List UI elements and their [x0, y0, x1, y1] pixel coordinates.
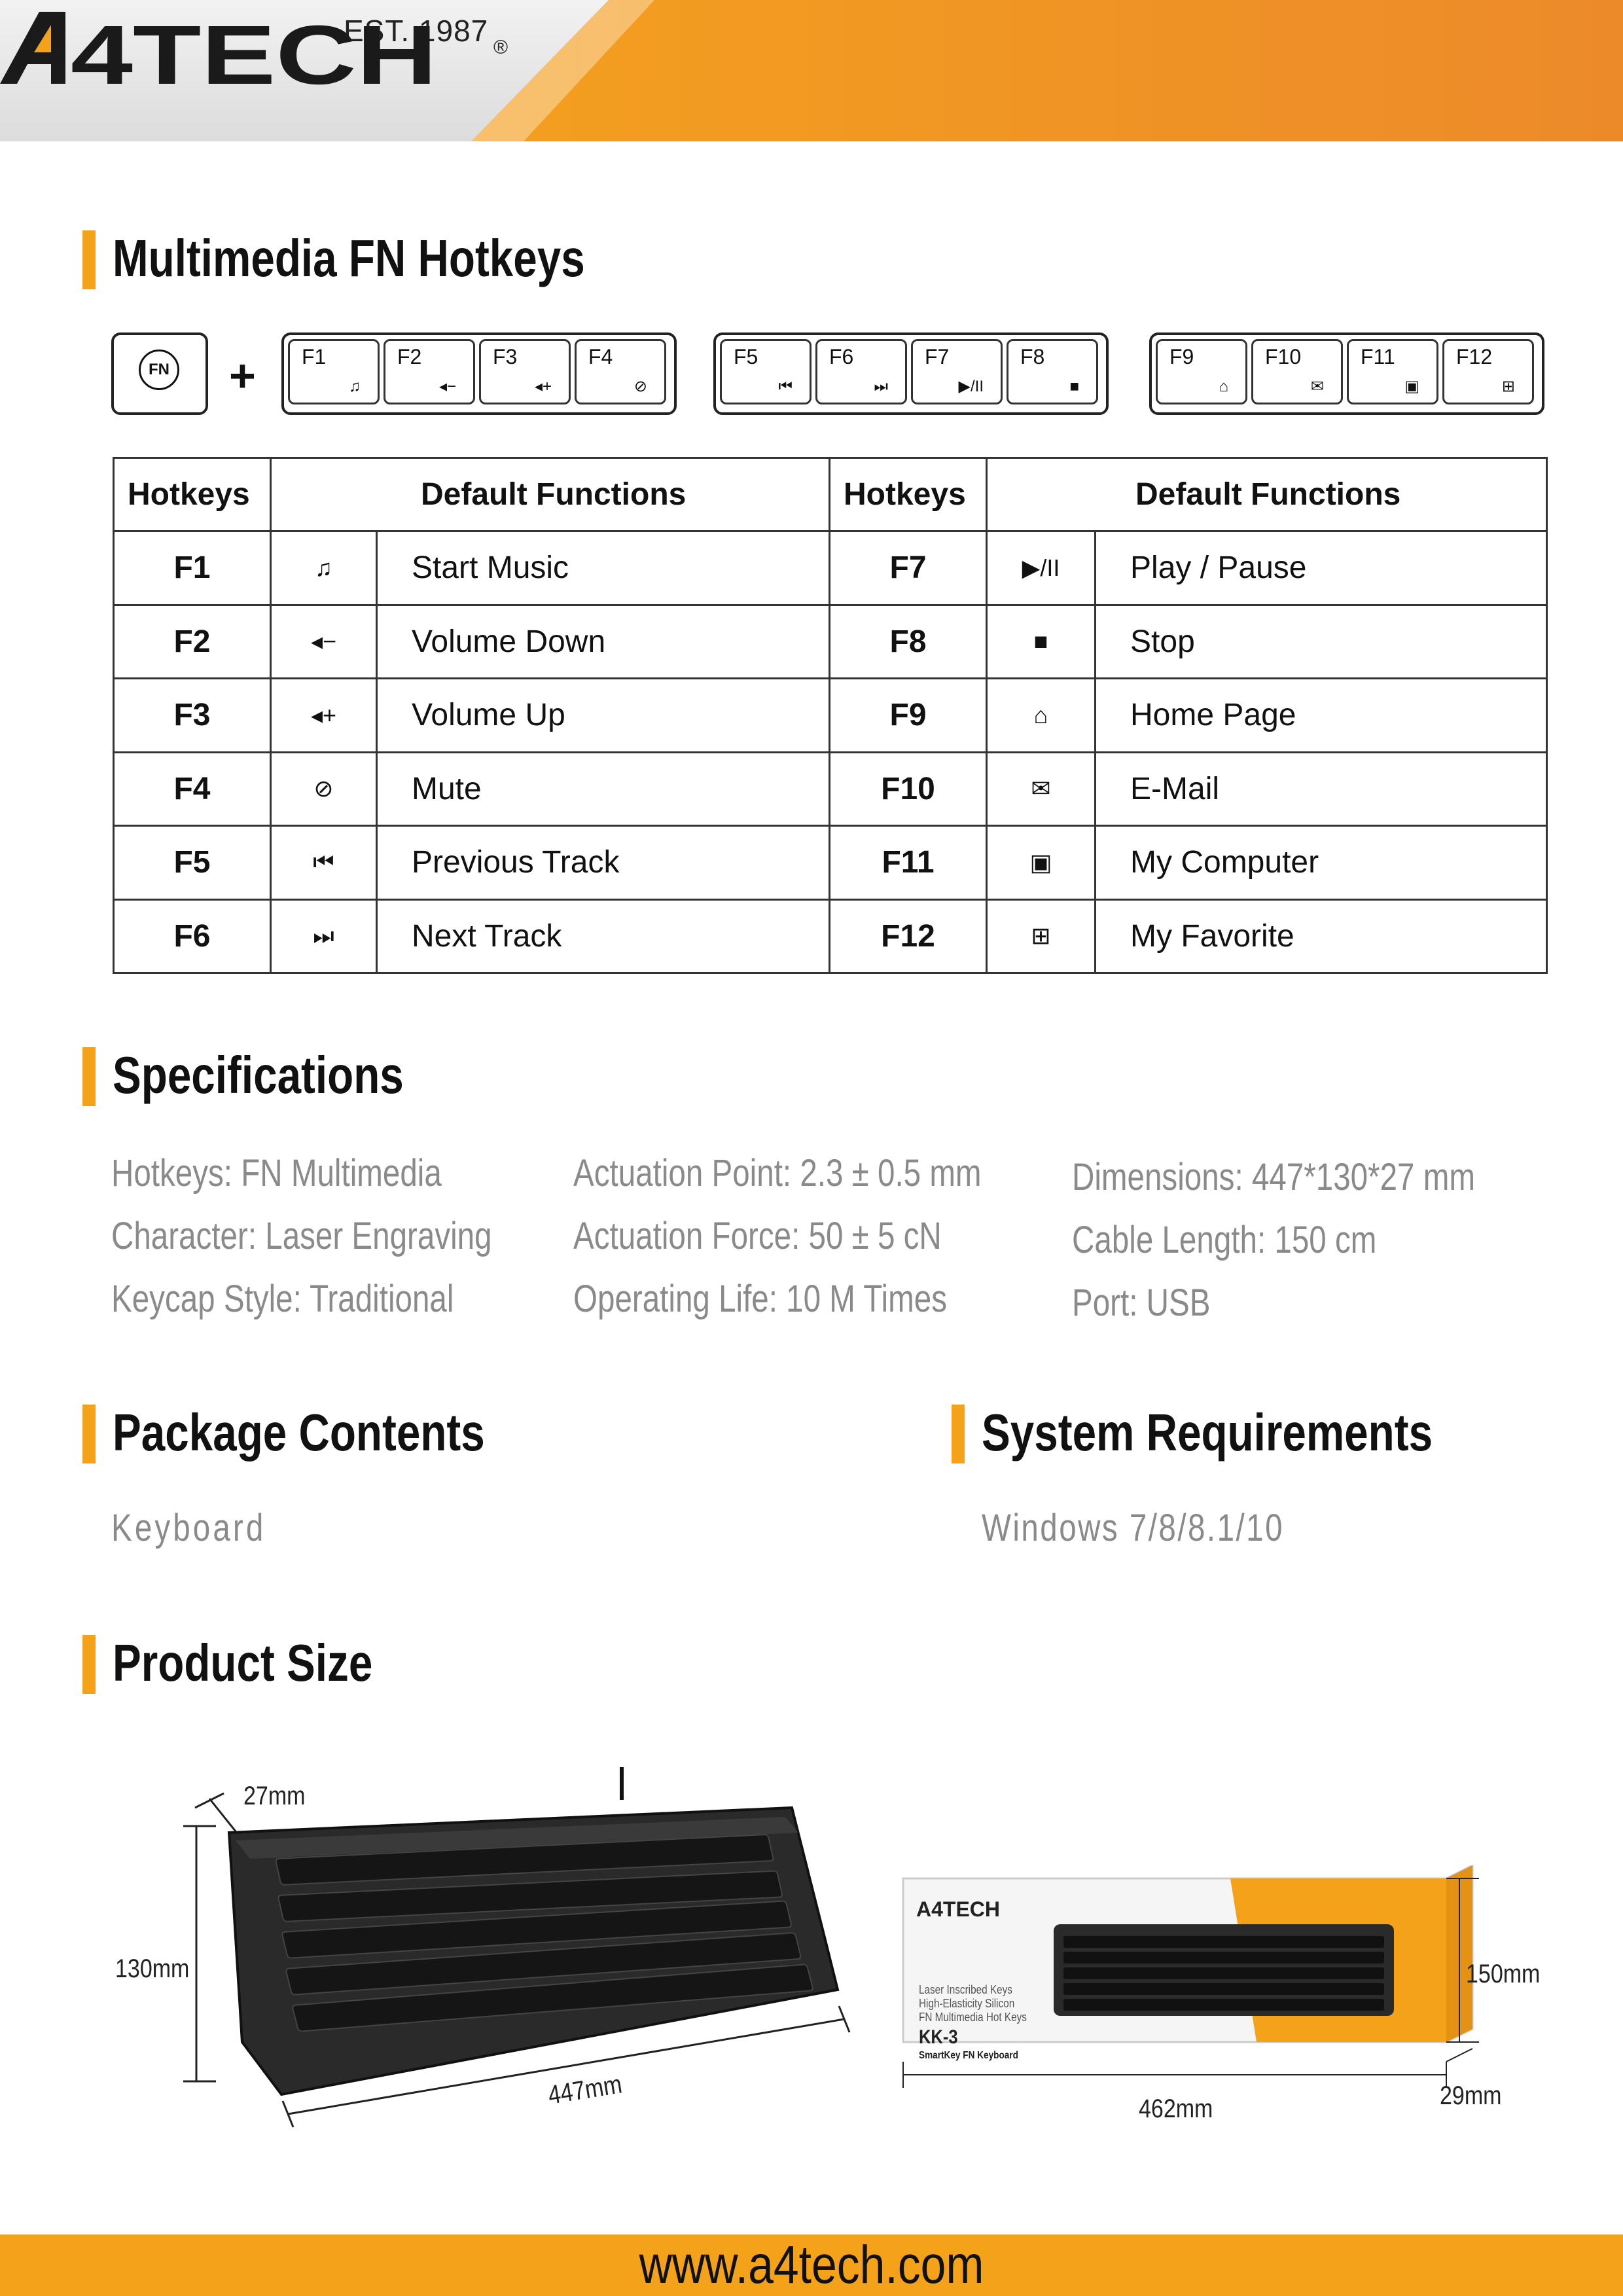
- next-track-icon: ⏭: [874, 378, 888, 395]
- box-subtitle: SmartKey FN Keyboard: [919, 2050, 1018, 2061]
- section-bar: [82, 1405, 96, 1463]
- hotkey-cell: F1: [114, 531, 271, 605]
- hotkey-cell: F6: [114, 899, 271, 973]
- kb-height-label: 27mm: [243, 1782, 306, 1810]
- header-functions: Default Functions: [987, 458, 1547, 531]
- website-link[interactable]: www.a4tech.com: [639, 2235, 984, 2295]
- spec-character: Character: Laser Engraving: [111, 1215, 492, 1257]
- function-cell: Volume Up: [377, 679, 830, 753]
- section-system: [952, 1397, 1541, 1462]
- key-label: F7: [925, 345, 950, 368]
- section-title: Specifications: [113, 1046, 404, 1104]
- function-cell: Home Page: [1096, 679, 1547, 753]
- key-label: F10: [1265, 345, 1302, 368]
- stop-icon: ■: [987, 605, 1096, 679]
- key-f5: [720, 339, 812, 404]
- a4tech-logo: [0, 0, 445, 98]
- key-label: F8: [1020, 345, 1045, 368]
- previous-track-icon: ⏮: [778, 378, 793, 395]
- favorite-icon: ⊞: [1501, 378, 1515, 395]
- key-f2: [383, 339, 475, 404]
- section-title: Package Contents: [113, 1403, 485, 1462]
- mail-icon: ✉: [1310, 378, 1324, 395]
- key-f8: [1007, 339, 1098, 404]
- key-label: F11: [1361, 345, 1395, 368]
- computer-icon: ▣: [1404, 378, 1419, 395]
- section-hotkeys: [82, 223, 868, 287]
- header-functions: Default Functions: [271, 458, 830, 531]
- key-group-f5-f8: [713, 332, 1109, 415]
- spec-cable-length: Cable Length: 150 cm: [1072, 1219, 1377, 1261]
- key-label: F6: [829, 345, 854, 368]
- table-row: [114, 899, 1547, 973]
- box-width-label: 462mm: [1139, 2094, 1213, 2123]
- function-cell: Volume Down: [377, 605, 830, 679]
- plus-sign: +: [229, 350, 256, 401]
- mute-icon: ⊘: [633, 378, 647, 395]
- volume-down-icon: ◂−: [438, 378, 456, 395]
- section-package: [82, 1397, 671, 1462]
- key-group-f9-f12: [1149, 332, 1544, 415]
- mute-icon: ⊘: [271, 752, 377, 826]
- header-hotkeys: Hotkeys: [114, 458, 271, 531]
- est-year: EST. 1987: [344, 14, 489, 48]
- key-f9: [1156, 339, 1247, 404]
- box-feature-3: FN Multimedia Hot Keys: [919, 2011, 1027, 2024]
- key-label: F12: [1456, 345, 1493, 368]
- svg-text:4TECH: 4TECH: [71, 9, 437, 98]
- section-specifications: [82, 1039, 868, 1104]
- hotkey-cell: F12: [830, 899, 987, 973]
- music-icon: ♫: [349, 378, 361, 395]
- section-title: System Requirements: [982, 1403, 1433, 1462]
- footer-bar: [0, 2234, 1623, 2296]
- system-requirement: Windows 7/8/8.1/10: [982, 1507, 1284, 1549]
- key-label: F3: [493, 345, 518, 368]
- key-group-f1-f4: [281, 332, 677, 415]
- section-bar: [82, 1047, 96, 1106]
- function-cell: Play / Pause: [1096, 531, 1547, 605]
- spec-actuation-point: Actuation Point: 2.3 ± 0.5 mm: [573, 1152, 982, 1194]
- key-f12: [1442, 339, 1534, 404]
- kb-depth-label: 130mm: [115, 1954, 190, 1983]
- fn-key-label: FN: [139, 350, 179, 390]
- hotkey-cell: F3: [114, 679, 271, 753]
- table-row: [114, 605, 1547, 679]
- key-f3: [479, 339, 571, 404]
- section-bar: [82, 1635, 96, 1694]
- key-label: F9: [1169, 345, 1194, 368]
- hotkey-cell: F9: [830, 679, 987, 753]
- registered-mark: ®: [493, 37, 508, 58]
- function-cell: Start Music: [377, 531, 830, 605]
- key-label: F4: [588, 345, 613, 368]
- play-pause-icon: ▶/II: [958, 378, 984, 395]
- package-item: Keyboard: [111, 1507, 266, 1549]
- spec-actuation-force: Actuation Force: 50 ± 5 cN: [573, 1215, 942, 1257]
- keyboard-dimension-drawing: [105, 1767, 890, 2134]
- mail-icon: ✉: [987, 752, 1096, 826]
- box-model: KK-3: [919, 2026, 958, 2048]
- fn-key-strip: [111, 332, 1551, 424]
- spec-operating-life: Operating Life: 10 M Times: [573, 1278, 947, 1320]
- function-cell: Mute: [377, 752, 830, 826]
- header-banner: [0, 0, 1623, 141]
- key-label: F2: [397, 345, 422, 368]
- key-f1: [288, 339, 380, 404]
- section-bar: [82, 230, 96, 289]
- box-feature-2: High-Elasticity Silicon: [919, 1997, 1015, 2010]
- hotkey-cell: F2: [114, 605, 271, 679]
- table-row: [114, 679, 1547, 753]
- function-cell: My Favorite: [1096, 899, 1547, 973]
- function-cell: Stop: [1096, 605, 1547, 679]
- music-icon: ♫: [271, 531, 377, 605]
- section-bar: [952, 1405, 965, 1463]
- hotkey-cell: F7: [830, 531, 987, 605]
- home-icon: ⌂: [987, 679, 1096, 753]
- key-label: F5: [734, 345, 758, 368]
- hotkey-table: [113, 457, 1548, 974]
- key-f10: [1251, 339, 1343, 404]
- function-cell: Next Track: [377, 899, 830, 973]
- home-icon: ⌂: [1219, 378, 1228, 395]
- table-row: [114, 752, 1547, 826]
- spec-keycap: Keycap Style: Traditional: [111, 1278, 454, 1320]
- computer-icon: ▣: [987, 826, 1096, 900]
- table-row: [114, 826, 1547, 900]
- header-hotkeys: Hotkeys: [830, 458, 987, 531]
- spec-hotkeys: Hotkeys: FN Multimedia: [111, 1152, 442, 1194]
- section-size: [82, 1627, 671, 1692]
- hotkey-cell: F5: [114, 826, 271, 900]
- section-title: Product Size: [113, 1634, 373, 1692]
- stop-icon: ■: [1069, 378, 1079, 395]
- key-f11: [1347, 339, 1438, 404]
- hotkey-cell: F11: [830, 826, 987, 900]
- play-pause-icon: ▶/II: [987, 531, 1096, 605]
- hotkey-cell: F10: [830, 752, 987, 826]
- function-cell: Previous Track: [377, 826, 830, 900]
- section-title: Multimedia FN Hotkeys: [113, 229, 585, 287]
- function-cell: My Computer: [1096, 826, 1547, 900]
- box-depth-label: 29mm: [1440, 2081, 1502, 2110]
- favorite-icon: ⊞: [987, 899, 1096, 973]
- key-f6: [815, 339, 907, 404]
- next-track-icon: ⏭: [271, 899, 377, 973]
- spec-port: Port: USB: [1072, 1282, 1211, 1324]
- function-cell: E-Mail: [1096, 752, 1547, 826]
- hotkey-cell: F4: [114, 752, 271, 826]
- key-f4: [575, 339, 666, 404]
- key-f7: [911, 339, 1003, 404]
- box-logo: A4TECH: [916, 1897, 1001, 1921]
- volume-up-icon: ◂+: [271, 679, 377, 753]
- table-row: [114, 531, 1547, 605]
- key-label: F1: [302, 345, 327, 368]
- volume-down-icon: ◂−: [271, 605, 377, 679]
- hotkey-cell: F8: [830, 605, 987, 679]
- previous-track-icon: ⏮: [271, 826, 377, 900]
- fn-key: [111, 332, 208, 415]
- box-features: [919, 1983, 1027, 2024]
- box-height-label: 150mm: [1466, 1960, 1541, 1988]
- kb-width-label: 447mm: [546, 2070, 624, 2110]
- box-feature-1: Laser Inscribed Keys: [919, 1983, 1012, 1996]
- volume-up-icon: ◂+: [534, 378, 552, 395]
- spec-dimensions: Dimensions: 447*130*27 mm: [1072, 1156, 1475, 1198]
- table-header-row: [114, 458, 1547, 531]
